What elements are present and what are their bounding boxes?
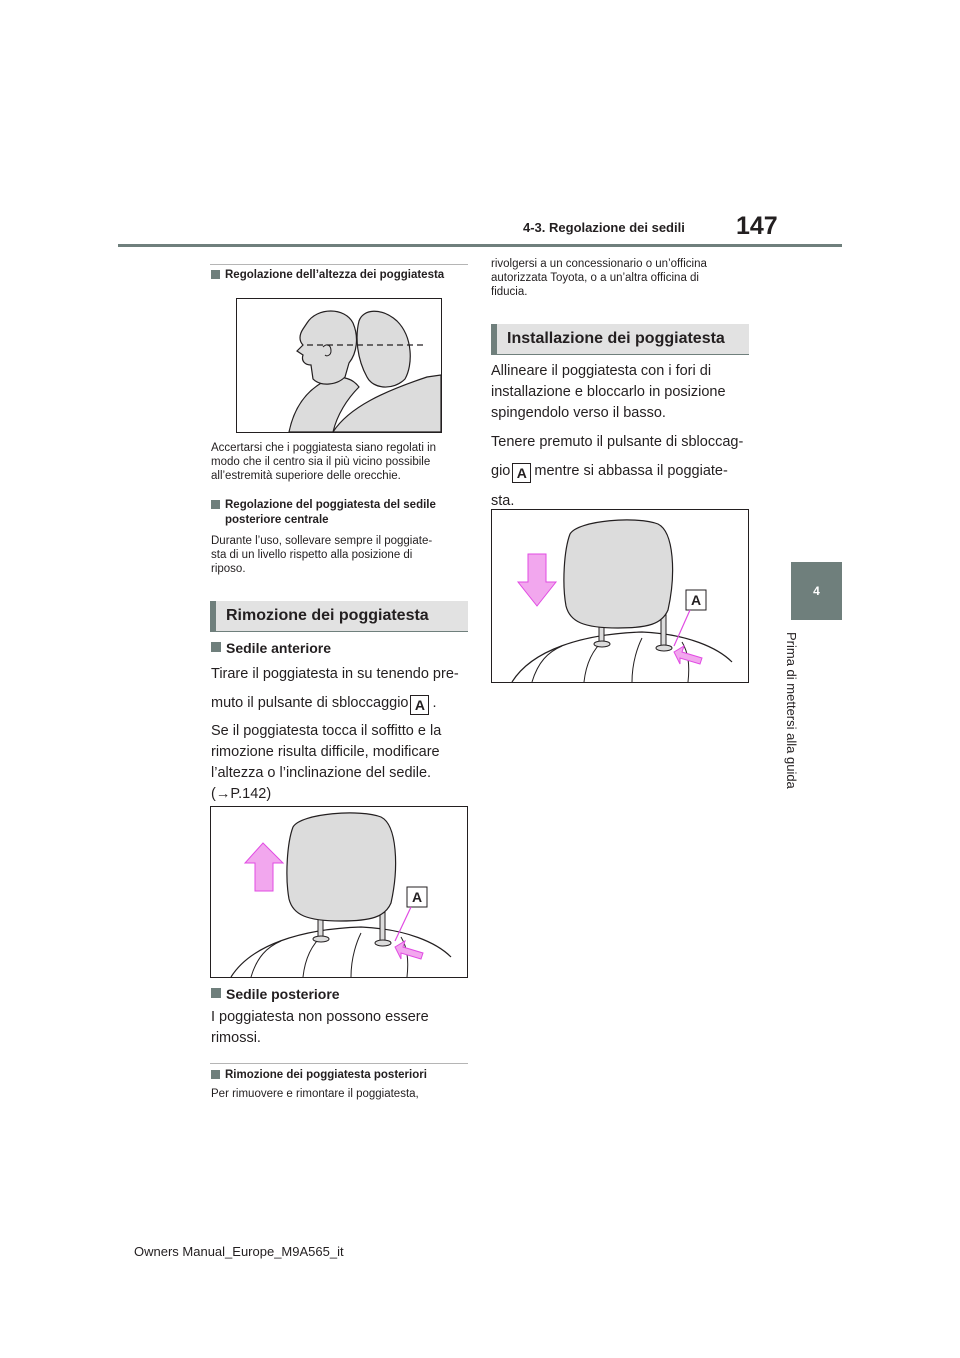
note-rule-2 bbox=[210, 1063, 468, 1064]
subheading-front-seat: Sedile anteriore bbox=[211, 640, 331, 656]
text-front-seat: Tirare il poggiatesta in su tenendo pre- muto il pulsante di sbloccaggio A . Se il poggiatesta tocca il soffitto e la rimozione risulta difficile, modificare l’altezza o l’inclinazione del sedile. (→P.142) bbox=[211, 666, 459, 802]
figure-label-a: A bbox=[411, 889, 423, 905]
note-text-rear-removal: Per rimuovere e rimontare il poggiatesta, bbox=[211, 1088, 419, 1100]
note-text-continued: rivolgersi a un concessionario o un’officina autorizzata Toyota, o a un’altra officina di fiducia. bbox=[491, 258, 707, 298]
note-text-rear-center: Durante l’uso, sollevare sempre il poggiate- sta di un livello rispetto alla posizione di riposo. bbox=[211, 535, 433, 575]
figure-label-a-2: A bbox=[690, 592, 702, 608]
note-title-height: Regolazione dell’altezza dei poggiatesta bbox=[211, 268, 444, 283]
note-rule bbox=[210, 264, 468, 265]
figure-installation bbox=[491, 509, 749, 683]
subheading-rear-seat: Sedile posteriore bbox=[211, 986, 340, 1002]
button-a-label-2: A bbox=[512, 463, 531, 483]
header-rule bbox=[118, 244, 842, 247]
chapter-tab: 4 bbox=[791, 562, 842, 620]
figure-front-removal bbox=[210, 806, 468, 978]
heading-removal: Rimozione dei poggiatesta bbox=[210, 601, 468, 632]
figure-headrest-height bbox=[236, 298, 442, 433]
button-a-label: A bbox=[410, 695, 429, 715]
section-header: 4-3. Regolazione dei sedili bbox=[523, 220, 685, 235]
chapter-title: Prima di mettersi alla guida bbox=[784, 632, 799, 789]
heading-installation: Installazione dei poggiatesta bbox=[491, 324, 749, 355]
text-installation: Allineare il poggiatesta con i fori di installazione e bloccarlo in posizione spingendolo verso il basso. Tenere premuto il pulsante di sbloccag- gio A mentre si abbassa il poggiate- sta. bbox=[491, 363, 744, 509]
text-rear-seat: I poggiatesta non possono essere rimossi. bbox=[211, 1009, 429, 1046]
footer-doc-id: Owners Manual_Europe_M9A565_it bbox=[134, 1244, 344, 1259]
note-text-height: Accertarsi che i poggiatesta siano regolati in modo che il centro sia il più vicino possibile all’estremità superiore delle orecchie. bbox=[211, 442, 437, 482]
page-number: 147 bbox=[736, 212, 778, 240]
note-title-rear-center: Regolazione del poggiatesta del sedile posteriore centrale bbox=[211, 498, 483, 528]
note-title-rear-removal: Rimozione dei poggiatesta posteriori bbox=[211, 1068, 427, 1083]
